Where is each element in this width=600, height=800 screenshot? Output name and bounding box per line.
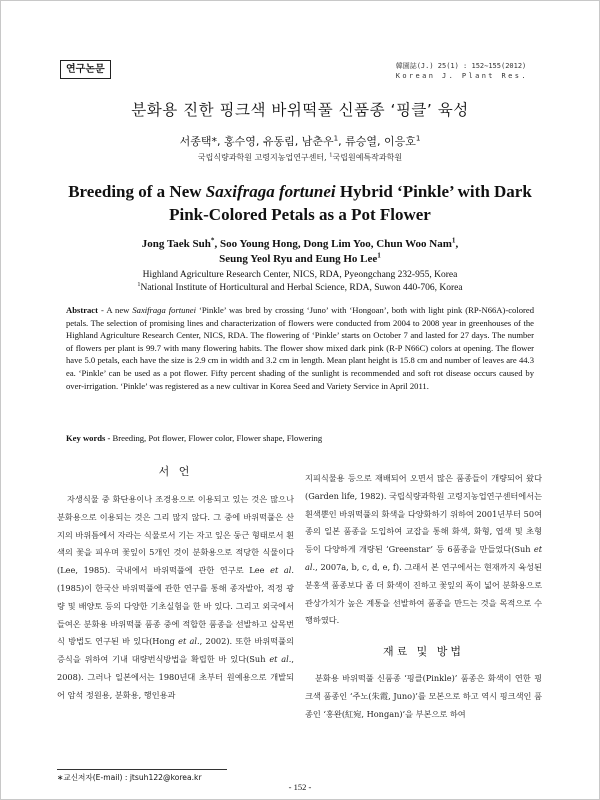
korean-authors [0,135,600,149]
korean-affiliation [0,152,600,163]
page-number: - 152 - [288,782,312,792]
keywords-label: Key words - [66,433,111,443]
korean-authors-part2: , 류승열, 이응호 [338,135,416,148]
english-title [40,180,560,226]
article-category-label: 연구논문 [60,60,111,79]
korean-authors-sup2: 1 [415,133,421,143]
footnote-divider [57,769,227,770]
korean-affiliation-part1: 국립식량과학원 고령지농업연구센터, [197,153,330,162]
abstract-text-part2: ‘Pinkle’ was bred by crossing ‘Juno’ with ‘Hongoan’, both with light pink (RP-N66A)-colored petals. The selection of promising lines and characterization of flowers were conducted from 2004 to 2008 year in greenhouses of the Highland Agriculture Research Center, NICS, RDA. The flowering of ‘Pinkle’ starts on October 7 and lasted for 27 days. The number of flowers per plant is 99.7 with many flowering habits. The flower show mixed dark pink (R-P N66C) colors at opening. The flower have 5.0 petals, each have the size is 2.9 cm in width and 3.2 cm in length. Mean plant height is 15.8 cm and number of leaves are 44.3 ea. ‘Pinkle’ can be used as a pot flower. Fifty percent shading of the sunlight is recommended and soft rot disease occurs caused by over-irrigation. ‘Pinkle’ was registered as a new cultivar in Korea Seed and Variety Service in April 2011. [66,305,535,391]
english-authors [0,237,600,267]
english-title-suffix: Hybrid ‘Pinkle’ with Dark [335,182,532,201]
korean-affiliation-sup: 1 [329,152,333,159]
right-column [305,470,542,724]
keywords-text: Breeding, Pot flower, Flower color, Flower shape, Flowering [110,433,323,443]
intro-text-c: , 2002). 또한 바위떡풀의 증식을 위하여 기내 대량번식방법을 확립한 바 있다(Suh [57,636,294,665]
english-authors-sup2: 1 [377,251,381,260]
korean-affiliation-part2: 국립원예특작과학원 [332,153,403,162]
intro-cont-a: 지피식물용 등으로 재배되어 오면서 많은 품종들이 개량되어 왔다(Garden life, 1982). 국립식량과학원 고령지농업연구센터에서는 흰색뿐인 바위떡풀의 화색을 다양화하기 위하여 2001년부터 50여종의 일본 품종을 도입하여 교잡을 통해 화색, 화형, 엽색 및 초형 등이 다양하게 개량된 ‘Greenstar’ 등 6품종을 만들었다(Suh [305,473,542,555]
journal-reference [396,61,528,81]
english-title-line2: Pink-Colored Petals as a Pot Flower [169,205,431,224]
abstract [66,304,534,392]
journal-citation: 韓園誌(J.) 25(1) : 152∼155(2012) [395,62,527,70]
abstract-species: Saxifraga fortunei [132,305,196,315]
english-affiliation [0,269,600,295]
korean-authors-sup1: 1 [333,133,339,143]
intro-cont-etal: et al. [305,544,542,572]
english-authors-first: Jong Taek Suh [141,238,211,250]
intro-text-a: 자생식물 중 화단용이나 조경용으로 이용되고 있는 것은 많으나 분화용으로 이용되는 것은 그리 많지 않다. 그 중에 바위떡풀은 산지의 바위틈에서 자라는 식물로서 기는 자고 잎은 둥근 형태로서 흰색의 꽃을 피우며 꽃잎이 5개인 것이 분화용으로 적당한 식물이다(Lee, 1985). 국내에서 바위떡풀에 관한 연구로 Lee [57,494,294,576]
english-affiliation-sup: 1 [137,281,141,288]
english-affiliation-line2: National Institute of Horticultural and Herbal Science, RDA, Suwon 440-706, Korea [140,283,463,293]
intro-cont-b: , 2007a, b, c, d, e, f). 그래서 본 연구에서는 현재까지 육성된 분홍색 품종보다 좀 더 화색이 진하고 꽃잎의 폭이 넓어 분화용으로 관상가치가 높은 계통을 선발하여 품종을 만드는 것을 목적으로 수행하였다. [305,561,542,626]
english-authors-line2: Seung Yeol Ryu and Eung Ho Lee [219,253,378,265]
section-heading-introduction: 서 언 [158,465,193,478]
methods-paragraph: 분화용 바위떡풀 신품종 ‘핑클(Pinkle)’ 품종은 화색이 연한 핑크색 품종인 ‘주노(朱霞, Juno)’를 모본으로 하고 역시 핑크색인 품종인 ‘홍완(紅宛, Hongan)’을 부본으로 하여 [305,673,542,719]
keywords [66,432,534,444]
journal-name: Korean J. Plant Res. [395,72,528,80]
introduction-paragraph [57,491,294,705]
introduction-paragraph-continued [305,470,542,630]
corresponding-author-footnote: ∗교신저자(E-mail) : jtsuh122@korea.kr [57,773,202,782]
korean-authors-part1: 서종택*, 홍수영, 유동림, 남춘우 [179,135,334,148]
abstract-text-part1: - A new [97,305,133,315]
intro-text-d: , 2008). 그러나 일본에서는 1980년대 초부터 원예용으로 개발되어 암석 정원용, 분화용, 행인용과 [57,654,294,700]
intro-text-b: (1985)이 한국산 바위떡풀에 관한 연구를 통해 종자발아, 적정 광량 및 배양토 등의 다양한 기초실험을 한 바 있다. 그리고 외국에서 들여온 분화용 바위떡풀 품종 중에 적합한 품종을 선발하고 삽목번식 방법도 연구된 바 있다(Hong [57,582,294,647]
korean-title: 분화용 진한 핑크색 바위떡풀 신품종 ‘핑클’ 육성 [131,101,469,119]
left-column [57,464,294,705]
english-title-prefix: Breeding of a New [68,182,206,201]
english-authors-rest: , Soo Young Hong, Dong Lim Yoo, Chun Woo Nam [214,238,452,250]
english-title-species: Saxifraga fortunei [205,182,336,201]
intro-etal-2: et al. [178,636,200,647]
intro-etal-3: et al. [269,654,292,665]
section-heading-methods: 재료 및 방법 [382,645,465,659]
english-authors-comma: , [455,238,459,250]
corresponding-author-mark: * [210,236,215,245]
english-authors-sup1: 1 [451,236,456,245]
english-affiliation-line1: Highland Agriculture Research Center, NICS, RDA, Pyeongchang 232-955, Korea [142,270,458,280]
abstract-label: Abstract [66,305,98,315]
intro-etal-1: et al. [270,565,294,576]
